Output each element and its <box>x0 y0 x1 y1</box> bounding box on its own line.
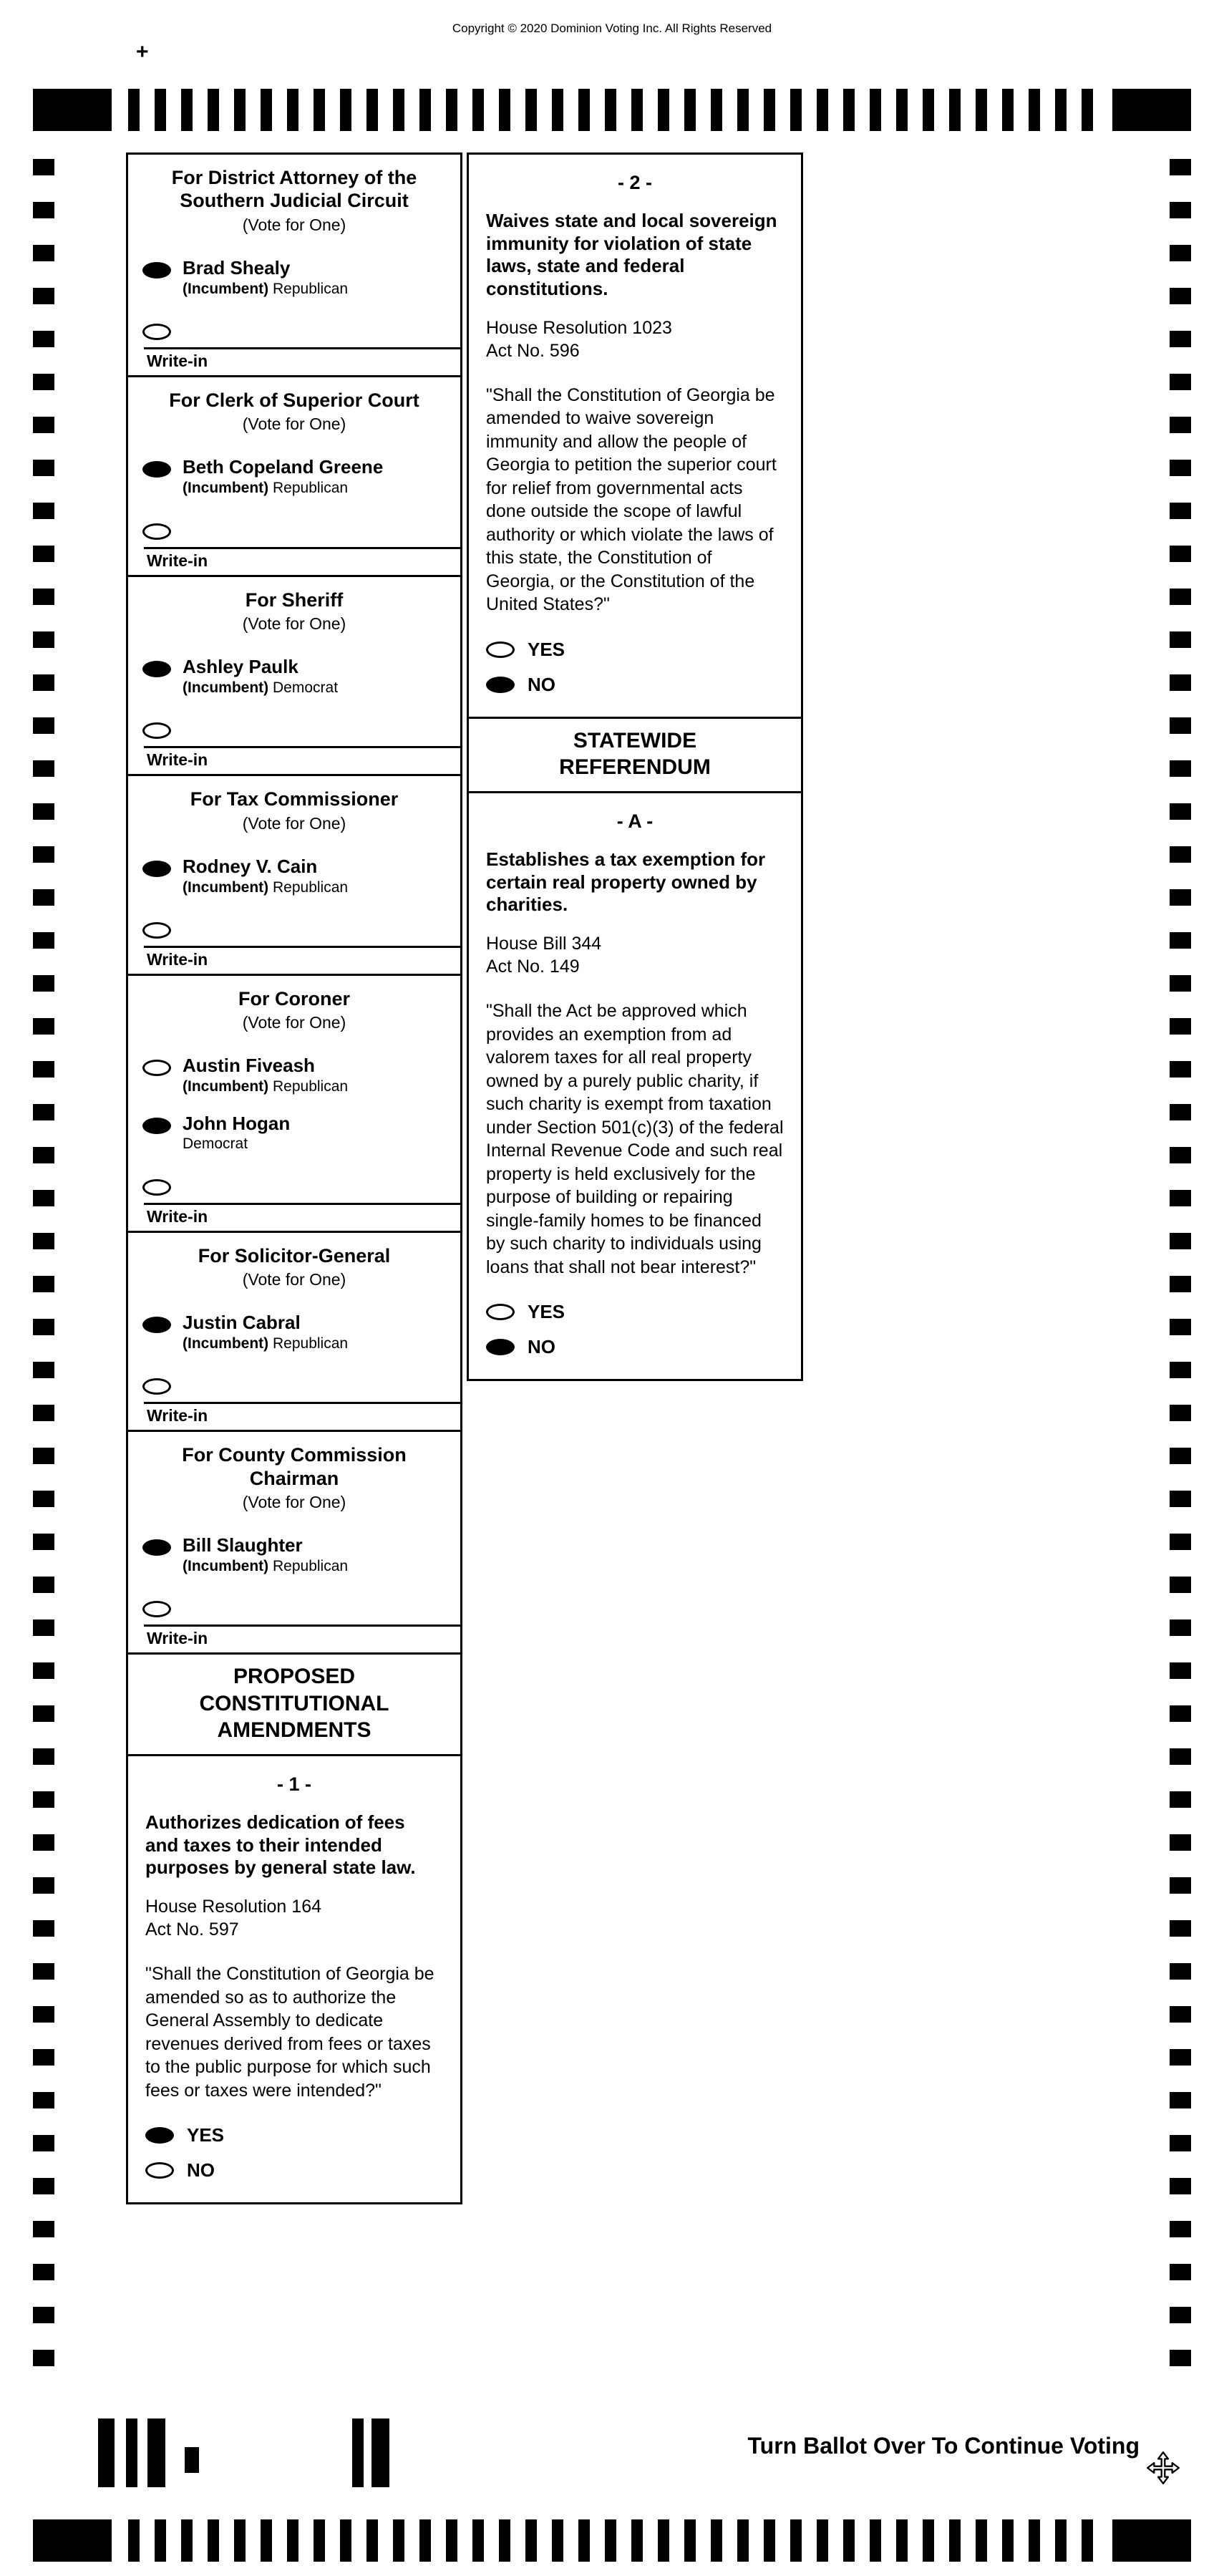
candidate-name: Beth Copeland Greene <box>183 456 384 478</box>
incumbent-label: (Incumbent) <box>183 1078 269 1095</box>
candidate-bubble[interactable] <box>142 1118 171 1134</box>
no-label: NO <box>187 2159 215 2182</box>
move-arrows-icon <box>1147 2451 1180 2484</box>
candidate-party <box>183 878 348 898</box>
candidate-option <box>128 1529 460 1587</box>
candidate-bubble[interactable] <box>142 1317 171 1333</box>
vote-instruction: (Vote for One) <box>242 415 346 434</box>
write-in-label: Write-in <box>147 750 208 770</box>
candidate-name: Ashley Paulk <box>183 656 298 678</box>
write-in-option <box>128 708 460 746</box>
ballot-column-left <box>126 152 462 2204</box>
candidate-bubble[interactable] <box>142 861 171 877</box>
write-in-label: Write-in <box>147 949 208 969</box>
candidate-party <box>183 279 348 299</box>
write-in-bubble[interactable] <box>142 922 171 939</box>
measure-summary: Waives state and local sovereign immunity for violation of state laws, state and federal constitutions. <box>486 210 777 300</box>
timing-block-bottom-right <box>1112 2519 1191 2562</box>
write-in-bubble[interactable] <box>142 523 171 540</box>
candidate-party <box>183 1556 348 1577</box>
candidate-option <box>128 451 460 508</box>
candidate-party <box>183 478 383 498</box>
measure-question: "Shall the Constitution of Georgia be amended to waive sovereign immunity and allow the people of Georgia to petition the superior court for relief from governmental acts done outside the scope of lawful authority or which violate the laws of this state, the Constitution of Georgia, or the Constitution of the United States?" <box>486 384 777 615</box>
measure-act: Act No. 149 <box>486 957 580 977</box>
contest-title: For Sheriff <box>245 589 344 611</box>
section-header-text: STATEWIDE REFERENDUM <box>559 728 711 780</box>
measure-authority: House Resolution 164 <box>145 1897 321 1917</box>
write-in-option <box>128 1165 460 1203</box>
yes-option <box>145 2118 443 2153</box>
contest-title: For District Attorney of the Southern Judicial Circuit <box>171 167 417 212</box>
write-in-label: Write-in <box>147 1629 208 1648</box>
no-label: NO <box>528 1336 555 1358</box>
measure-summary: Authorizes dedication of fees and taxes to their intended purposes by general state law. <box>145 1811 416 1879</box>
measure-authority: House Resolution 1023 <box>486 317 672 338</box>
write-in-label: Write-in <box>147 352 208 371</box>
barcode-bar <box>98 2418 115 2487</box>
contest-solicitor-general <box>126 1231 462 1433</box>
contest-title: For Coroner <box>238 987 350 1009</box>
timing-block-bottom-left <box>33 2519 112 2562</box>
measure-act: Act No. 596 <box>486 340 580 361</box>
candidate-name: Brad Shealy <box>183 256 291 279</box>
candidate-option <box>128 252 460 309</box>
contest-title: For Solicitor-General <box>198 1244 391 1267</box>
write-in-bubble[interactable] <box>142 1179 171 1196</box>
turn-ballot-instruction: Turn Ballot Over To Continue Voting <box>747 2433 1140 2459</box>
yes-bubble[interactable] <box>486 1304 515 1320</box>
yes-bubble[interactable] <box>486 641 515 658</box>
yes-label: YES <box>187 2124 225 2146</box>
vote-instruction: (Vote for One) <box>242 813 346 833</box>
candidate-option <box>128 651 460 708</box>
barcode-bar <box>126 2418 137 2487</box>
ballot-column-right <box>467 152 803 1381</box>
section-header-referendum <box>467 717 803 793</box>
no-label: NO <box>528 673 555 695</box>
vote-instruction: (Vote for One) <box>242 1270 346 1289</box>
measure-referendum-a <box>467 791 803 1381</box>
measure-question: "Shall the Constitution of Georgia be amended so as to authorize the General Assembly to dedicate revenues derived from fees or taxes to the public purpose for which such fees or taxes were intended?" <box>145 1964 434 2101</box>
party-label: Republican <box>273 878 349 896</box>
candidate-name: Justin Cabral <box>183 1312 301 1334</box>
candidate-bubble[interactable] <box>142 661 171 677</box>
timing-mark-row-bottom <box>33 2519 1191 2562</box>
no-bubble[interactable] <box>145 2162 174 2179</box>
candidate-name: John Hogan <box>183 1112 291 1134</box>
candidate-bubble[interactable] <box>142 1060 171 1076</box>
contest-tax-commissioner <box>126 774 462 976</box>
yes-bubble[interactable] <box>145 2127 174 2144</box>
no-option <box>145 2153 443 2188</box>
measure-number: - 2 - <box>617 172 652 193</box>
registration-plus-mark: + <box>136 40 149 64</box>
contest-title: For County Commission Chairman <box>182 1444 407 1489</box>
barcode-bar <box>185 2447 199 2473</box>
section-header-amendments <box>126 1652 462 1756</box>
contest-coroner <box>126 974 462 1233</box>
party-label: Republican <box>273 1558 349 1575</box>
measure-authority: House Bill 344 <box>486 934 602 954</box>
section-header-text: PROPOSED CONSTITUTIONAL AMENDMENTS <box>199 1665 389 1743</box>
write-in-label: Write-in <box>147 1406 208 1425</box>
candidate-name: Bill Slaughter <box>183 1534 303 1556</box>
measure-act: Act No. 597 <box>145 1919 239 1940</box>
write-in-option <box>128 309 460 347</box>
yes-option <box>486 632 784 667</box>
contest-title: For Tax Commissioner <box>190 788 399 810</box>
vote-instruction: (Vote for One) <box>242 1493 346 1512</box>
write-in-option <box>128 908 460 946</box>
measure-amendment-1 <box>126 1754 462 2204</box>
contest-sheriff <box>126 575 462 777</box>
no-bubble[interactable] <box>486 1339 515 1355</box>
write-in-bubble[interactable] <box>142 722 171 739</box>
measure-number: - 1 - <box>276 1773 311 1795</box>
vote-instruction: (Vote for One) <box>242 1013 346 1032</box>
write-in-label: Write-in <box>147 1206 208 1226</box>
write-in-option <box>128 509 460 547</box>
timing-block-top-left <box>33 89 112 131</box>
incumbent-label: (Incumbent) <box>183 280 269 297</box>
measure-amendment-2 <box>467 152 803 719</box>
write-in-label: Write-in <box>147 551 208 570</box>
barcode-bar <box>147 2418 165 2487</box>
incumbent-label: (Incumbent) <box>183 480 269 497</box>
contest-title: For Clerk of Superior Court <box>169 389 419 412</box>
contest-clerk-superior-court <box>126 375 462 577</box>
no-bubble[interactable] <box>486 677 515 693</box>
candidate-bubble[interactable] <box>142 262 171 279</box>
measure-number: - A - <box>616 810 654 832</box>
candidate-party <box>183 678 338 698</box>
yes-label: YES <box>528 1301 565 1323</box>
candidate-name: Austin Fiveash <box>183 1055 315 1077</box>
timing-mark-row-top <box>33 89 1191 131</box>
contest-district-attorney <box>126 152 462 377</box>
party-label: Republican <box>273 1078 349 1095</box>
party-label: Republican <box>273 480 349 497</box>
incumbent-label: (Incumbent) <box>183 1558 269 1575</box>
candidate-name: Rodney V. Cain <box>183 855 318 877</box>
measure-question: "Shall the Act be approved which provides an exemption from ad valorem taxes for all real property owned by a purely public charity, if such charity is exempt from taxation under Section 501(c)(3) of the federal Internal Revenue Code and such real property is held exclusively for the purpose of building or repairing single-family homes to be financed by such charity to individuals using loans that shall not bear interest?" <box>486 1001 784 1277</box>
timing-bars-bottom <box>128 2519 1096 2562</box>
yes-label: YES <box>528 638 565 660</box>
candidate-party <box>183 1134 290 1154</box>
write-in-bubble[interactable] <box>142 1601 171 1617</box>
timing-mark-column-left <box>33 159 54 2371</box>
no-option <box>486 1330 784 1365</box>
barcode-bar <box>371 2418 389 2487</box>
candidate-option <box>128 851 460 908</box>
candidate-option <box>128 1307 460 1364</box>
timing-block-top-right <box>1112 89 1191 131</box>
write-in-bubble[interactable] <box>142 1378 171 1395</box>
candidate-bubble[interactable] <box>142 461 171 478</box>
incumbent-label: (Incumbent) <box>183 679 269 696</box>
party-label: Republican <box>273 1335 349 1352</box>
yes-option <box>486 1294 784 1330</box>
candidate-party <box>183 1077 348 1097</box>
copyright-notice: Copyright © 2020 Dominion Voting Inc. All Rights Reserved <box>452 21 772 35</box>
party-label: Republican <box>273 280 349 297</box>
timing-mark-column-right <box>1170 159 1191 2371</box>
write-in-bubble[interactable] <box>142 324 171 340</box>
candidate-bubble[interactable] <box>142 1539 171 1556</box>
timing-bars-top <box>128 89 1096 131</box>
party-label: Democrat <box>183 1136 248 1153</box>
candidate-option <box>128 1050 460 1107</box>
incumbent-label: (Incumbent) <box>183 878 269 896</box>
contest-county-commission-chairman <box>126 1430 462 1655</box>
barcode-bar <box>352 2418 364 2487</box>
no-option <box>486 667 784 702</box>
write-in-option <box>128 1364 460 1402</box>
candidate-party <box>183 1334 348 1354</box>
incumbent-label: (Incumbent) <box>183 1335 269 1352</box>
vote-instruction: (Vote for One) <box>242 614 346 634</box>
write-in-option <box>128 1587 460 1624</box>
party-label: Democrat <box>273 679 339 696</box>
measure-summary: Establishes a tax exemption for certain real property owned by charities. <box>486 848 766 916</box>
candidate-option <box>128 1108 460 1165</box>
vote-instruction: (Vote for One) <box>242 215 346 234</box>
